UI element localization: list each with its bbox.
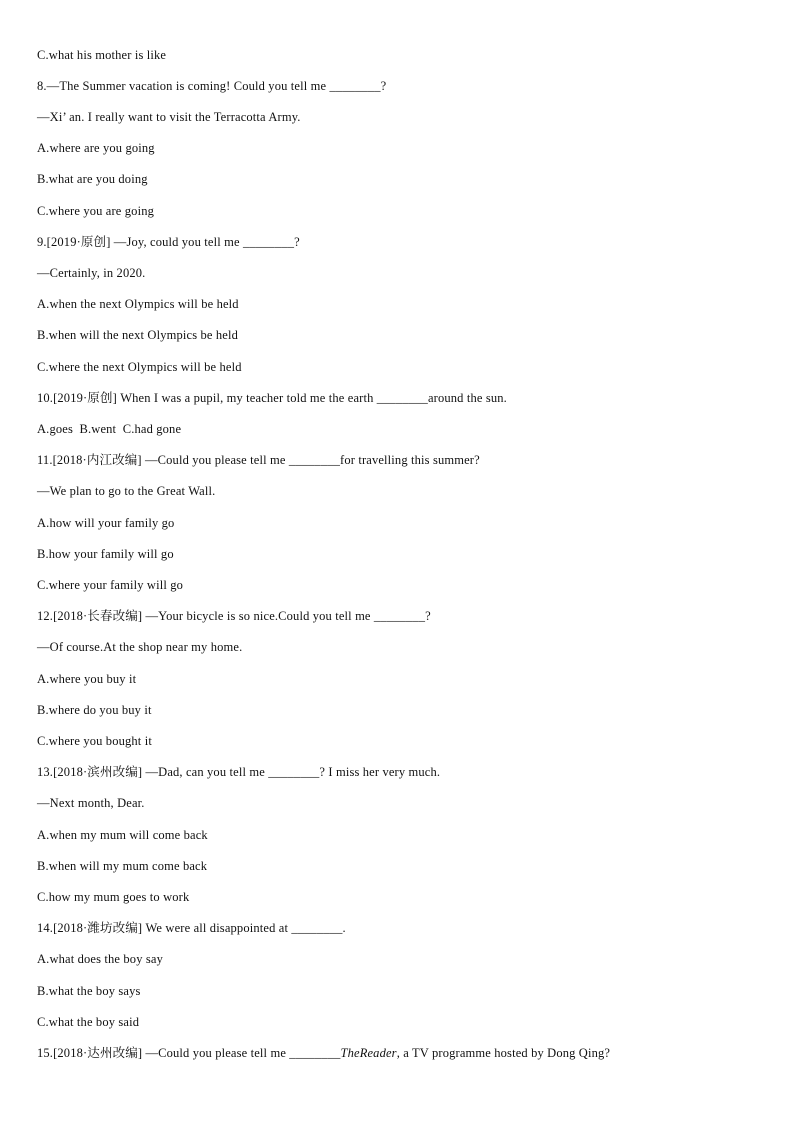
option-c-q9: C.where the next Olympics will be held (37, 360, 242, 374)
option-b-q14: B.what the boy says (37, 984, 141, 998)
question-12: 12.[2018·长春改编] —Your bicycle is so nice.Could you tell me ________? (37, 609, 431, 623)
option-a-q8: A.where are you going (37, 141, 155, 155)
option-c-q12: C.where you bought it (37, 734, 152, 748)
option-c-q7: C.what his mother is like (37, 48, 167, 62)
option-b-q11: B.how your family will go (37, 547, 174, 561)
option-a-q11: A.how will your family go (37, 516, 175, 530)
programme-title: TheReader (340, 1046, 397, 1060)
option-a-q9: A.when the next Olympics will be held (37, 297, 239, 311)
question-10: 10.[2019·原创] When I was a pupil, my teacher told me the earth ________around the sun. (37, 391, 507, 405)
answer-q12: —Of course.At the shop near my home. (37, 640, 243, 654)
answer-q13: —Next month, Dear. (37, 796, 145, 810)
question-15 (37, 1045, 610, 1061)
question-13: 13.[2018·滨州改编] —Dad, can you tell me ________? I miss her very much. (37, 765, 441, 779)
question-14: 14.[2018·潍坊改编] We were all disappointed at ________. (37, 921, 346, 935)
option-a-q13: A.when my mum will come back (37, 828, 208, 842)
option-c-q8: C.where you are going (37, 204, 155, 218)
option-a-q12: A.where you buy it (37, 672, 137, 686)
option-c-q13: C.how my mum goes to work (37, 890, 190, 904)
answer-q8: —Xi’ an. I really want to visit the Terracotta Army. (37, 110, 301, 124)
question-15-prefix: 15.[2018·达州改编] —Could you please tell me ________ (37, 1046, 341, 1060)
question-9: 9.[2019·原创] —Joy, could you tell me ________? (37, 235, 300, 249)
options-q10: A.goes B.went C.had gone (37, 422, 182, 436)
option-c-q11: C.where your family will go (37, 578, 184, 592)
option-b-q9: B.when will the next Olympics be held (37, 328, 239, 342)
option-b-q8: B.what are you doing (37, 172, 148, 186)
option-b-q13: B.when will my mum come back (37, 859, 208, 873)
question-8: 8.—The Summer vacation is coming! Could you tell me ________? (37, 79, 387, 93)
answer-q9: —Certainly, in 2020. (37, 266, 146, 280)
question-15-suffix: , a TV programme hosted by Dong Qing? (396, 1046, 611, 1060)
option-a-q14: A.what does the boy say (37, 952, 163, 966)
answer-q11: —We plan to go to the Great Wall. (37, 484, 216, 498)
option-b-q12: B.where do you buy it (37, 703, 152, 717)
option-c-q14: C.what the boy said (37, 1015, 140, 1029)
question-11: 11.[2018·内江改编] —Could you please tell me ________for travelling this summer? (37, 453, 480, 467)
